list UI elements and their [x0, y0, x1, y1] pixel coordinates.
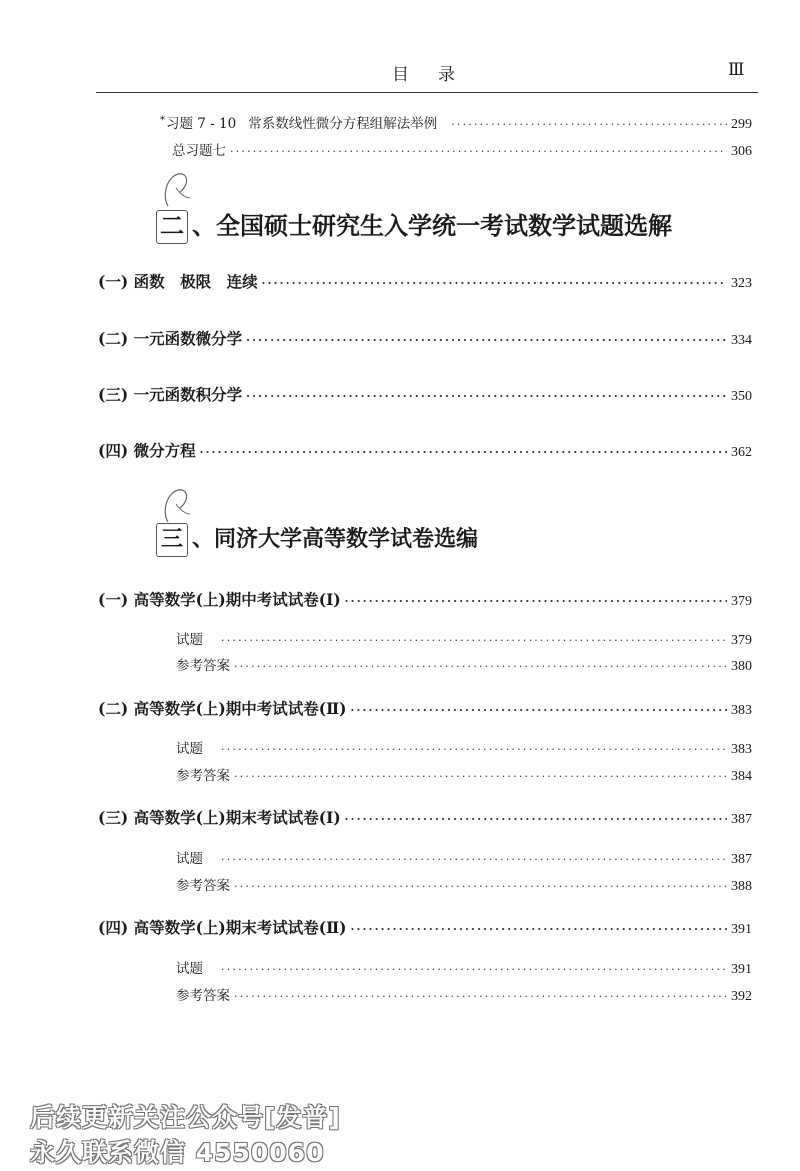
toc-subentry-s3-2-answers[interactable] [176, 764, 752, 785]
section-2-number: 二 [156, 210, 188, 244]
header-title-char-1: 目 [392, 65, 410, 85]
section-2-title: 、全国硕士研究生入学统一考试数学试题选解 [192, 211, 672, 240]
dot-leader [200, 446, 727, 459]
dot-leader [230, 145, 727, 158]
header-rule [96, 92, 758, 93]
toc-subentry-s3-2-questions[interactable] [176, 737, 752, 758]
toc-entry-page: 384 [731, 769, 752, 784]
toc-subentry-s3-3-questions[interactable] [176, 847, 752, 868]
toc-subentry-s3-4-questions[interactable] [176, 957, 752, 978]
dot-leader [350, 704, 727, 717]
toc-entry-page: 323 [731, 276, 752, 291]
toc-entry-label: 试题 [176, 961, 203, 977]
dot-leader [234, 660, 727, 673]
dot-leader [221, 853, 727, 866]
watermark-line-1: 后续更新关注公众号[发普] [30, 1103, 341, 1132]
toc-entry-page: 383 [731, 742, 752, 757]
toc-entry-page: 350 [731, 389, 752, 404]
toc-entry-label: 总习题七 [172, 143, 226, 159]
toc-entry-page: 391 [731, 922, 752, 937]
toc-entry-label: 试题 [176, 741, 203, 757]
toc-entry-page: 299 [731, 117, 752, 132]
toc-entry-s2-2[interactable] [98, 327, 752, 349]
toc-entry-label: (三) 高等数学(上)期末考试试卷(Ⅰ) [98, 808, 341, 827]
section-3-title: 、同济大学高等数学试卷选编 [192, 526, 479, 552]
dot-leader [221, 634, 727, 647]
toc-entry-s3-3[interactable] [98, 806, 752, 828]
header-title-char-2: 录 [438, 65, 456, 85]
watermark-line-2: 永久联系微信 4550060 [30, 1138, 325, 1167]
section-3-number: 三 [156, 523, 188, 557]
toc-entry-page: 362 [731, 445, 752, 460]
dot-leader [234, 770, 727, 783]
toc-entry-s2-4[interactable] [98, 439, 752, 461]
toc-entry-page: 387 [731, 812, 752, 827]
toc-entry-page: 379 [731, 594, 752, 609]
dot-leader [246, 390, 727, 403]
dot-leader [350, 923, 727, 936]
toc-entry-page: 380 [731, 659, 752, 674]
dot-leader [262, 277, 727, 290]
toc-entry-summary-7[interactable] [172, 139, 752, 160]
dot-leader [345, 813, 727, 826]
section-3-heading [156, 522, 478, 557]
dot-leader [246, 334, 727, 347]
toc-entry-label: 试题 [176, 632, 203, 648]
dot-leader [234, 990, 727, 1003]
toc-entry-label: 参考答案 [176, 658, 230, 674]
toc-entry-page: 391 [731, 962, 752, 977]
dot-leader [345, 595, 727, 608]
toc-entry-label: 参考答案 [176, 988, 230, 1004]
section-2-heading [156, 206, 672, 244]
toc-entry-page: 388 [731, 879, 752, 894]
toc-entry-label: 参考答案 [176, 878, 230, 894]
toc-entry-label: (三) 一元函数积分学 [98, 385, 243, 404]
toc-entry-s3-4[interactable] [98, 916, 752, 938]
toc-subentry-s3-1-answers[interactable] [176, 654, 752, 675]
toc-entry-label: 试题 [176, 851, 203, 867]
toc-entry-label: (四) 高等数学(上)期末考试试卷(Ⅱ) [98, 918, 347, 937]
toc-entry-s3-2[interactable] [98, 697, 752, 719]
dot-leader [221, 963, 727, 976]
toc-entry-label: (一) 高等数学(上)期中考试试卷(Ⅰ) [98, 590, 341, 609]
toc-entry-s2-1[interactable] [98, 270, 752, 292]
toc-entry-page: 306 [731, 144, 752, 159]
dot-leader [451, 118, 727, 131]
toc-entry-s2-3[interactable] [98, 383, 752, 405]
toc-entry-label: *习题 7 - 10 常系数线性微分方程组解法举例 [160, 114, 438, 132]
toc-entry-page: 383 [731, 703, 752, 718]
toc-entry-label: (二) 一元函数微分学 [98, 329, 243, 348]
toc-entry-label: (一) 函数 极限 连续 [98, 272, 258, 291]
toc-entry-label: 参考答案 [176, 768, 230, 784]
toc-entry-page: 334 [731, 333, 752, 348]
toc-entry-page: 392 [731, 989, 752, 1004]
toc-entry-s3-1[interactable] [98, 588, 752, 610]
toc-subentry-s3-3-answers[interactable] [176, 874, 752, 895]
toc-entry-page: 387 [731, 852, 752, 867]
header-page-number: Ⅲ [728, 60, 745, 80]
toc-entry-label: (二) 高等数学(上)期中考试试卷(Ⅱ) [98, 699, 347, 718]
toc-subentry-s3-4-answers[interactable] [176, 984, 752, 1005]
toc-entry-page: 379 [731, 633, 752, 648]
dot-leader [221, 743, 727, 756]
dot-leader [234, 880, 727, 893]
toc-entry-ex-7-10[interactable] [160, 112, 752, 133]
toc-entry-label: (四) 微分方程 [98, 441, 196, 460]
toc-subentry-s3-1-questions[interactable] [176, 628, 752, 649]
